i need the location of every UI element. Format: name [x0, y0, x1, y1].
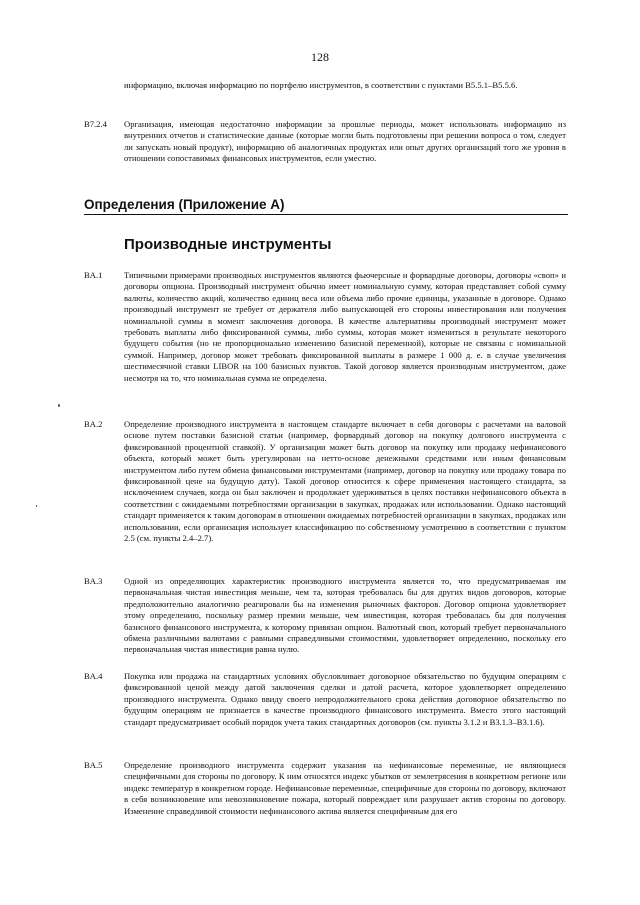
- paragraph-text: Организация, имеющая недостаточно информации за прошлые периоды, может использовать информацию из внутренних отчетов и статистические данные (которые могли быть подготовлены при решении вопроса о том, следует ли запускать новый продукт), информацию об аналогичных продуктах или опыт других организаций того же уровня в отношении сопоставимых финансовых инструментов, если уместно.: [124, 119, 566, 164]
- paragraph-text: Одной из определяющих характеристик производного инструмента является то, что предусматриваемая им первоначальная чистая инвестиция меньше, чем та, которая требовалась бы для других видов договоров, которые предположительно аналогично реагировали бы на изменения рыночных факторов. Договор опциона удовлетворяет этому определению, поскольку размер премии меньше, чем инвестиция, которая требовалась бы для получения базисного финансового инструмента, к которому привязан опцион. Валютный своп, который требует первоначального обмена различными валютами с равными справедливыми стоимостями, удовлетворяет определению, поскольку его первоначальная чистая инвестиция равна нулю.: [124, 576, 566, 655]
- scan-speck: [36, 505, 37, 507]
- heading-underline: [84, 214, 568, 215]
- paragraph-number: BA.4: [84, 671, 103, 681]
- paragraph-text: Покупка или продажа на стандартных условиях обусловливает договорное обязательство по будущим операциям с фиксированной ценой между датой заключения сделки и датой расчета, которое удовлетворяет определению производного инструмента. Однако ввиду своего непродолжительного срока действия договорное обязательство по будущим операциям не признается в качестве производного финансового инструмента. Вместо этого настоящий стандарт предусматривает особый порядок учета таких стандартных договоров (см. пункты 3.1.2 и B3.1.3–B3.1.6).: [124, 671, 566, 727]
- paragraph-text: Типичными примерами производных инструментов являются фьючерсные и форвардные договоры, договоры «своп» и договоры опциона. Производный инструмент обычно имеет номинальную сумму, которая представляет собой сумму валюты, количество акций, количество единиц веса или объема либо прочие единицы, указанные в договоре. Однако производный инструмент не требует от держателя либо выпускающей его стороны инвестирования или получения номинальной суммы в момент заключения договора. В качестве альтернативы производный инструмент может требовать выплаты либо фиксированной суммы, либо суммы, которая может измениться в результате некоторого будущего события (но не пропорционально изменению базисной переменной), которые не связаны с номинальной суммой. Например, договор может требовать фиксированной выплаты в размере 1 000 д. е. в случае увеличения шестимесячной ставки LIBOR на 100 базисных пунктов. Такой договор является производным инструментом, даже несмотря на то, что номинальная сумма не определена.: [124, 270, 566, 383]
- paragraph-number: BA.2: [84, 419, 103, 429]
- page-number: 128: [311, 50, 329, 64]
- paragraph-text: Определение производного инструмента в настоящем стандарте включает в себя договоры с расчетами на валовой основе путем поставки базисной статьи (например, форвардный договор на покупку долгового инструмента с фиксированной процентной ставкой). У организации может быть договор на покупку или продажу нефинансового объекта, который может быть урегулирован на нетто-основе денежными средствами или иным финансовым инструментом либо путем обмена финансовыми инструментами (например, договор на покупку или продажу товара по фиксированной цене на будущую дату). Такой договор относится к сфере применения настоящего стандарта, за исключением случаев, когда он был заключен и продолжает удерживаться в целях поставки нефинансового объекта в соответствии с ожидаемыми потребностями организации в закупках, продажах или использовании. Однако настоящий стандарт применяется к таким договорам в отношении ожидаемых потребностей организации в закупках, продажах или использовании, если организация использует классификацию по собственному усмотрению в соответствии с пунктом 2.5 (см. пункты 2.4–2.7).: [124, 419, 566, 544]
- continued-text: информацию, включая информацию по портфелю инструментов, в соответствии с пунктами В5.5.1–В5.5.6.: [124, 80, 518, 90]
- paragraph-number: BA.3: [84, 576, 103, 586]
- scan-speck: [58, 404, 60, 407]
- section-heading: Производные инструменты: [124, 236, 332, 253]
- paragraph-number: B7.2.4: [84, 119, 107, 129]
- paragraph-number: BA.5: [84, 760, 103, 770]
- paragraph-number: BA.1: [84, 270, 103, 280]
- paragraph-text: Определение производного инструмента содержит указания на нефинансовые переменные, не являющиеся специфичными для стороны по договору. К ним относятся индекс убытков от землетрясения в конкретном регионе или индекс температур в конкретном городе. Нефинансовые переменные, специфичные для стороны по договору, включают в себя возникновение или невозникновение пожара, который повреждает или разрушает актив стороны по договору. Изменение справедливой стоимости нефинансового актива является специфичным для его: [124, 760, 566, 816]
- appendix-heading: Определения (Приложение А): [84, 197, 285, 212]
